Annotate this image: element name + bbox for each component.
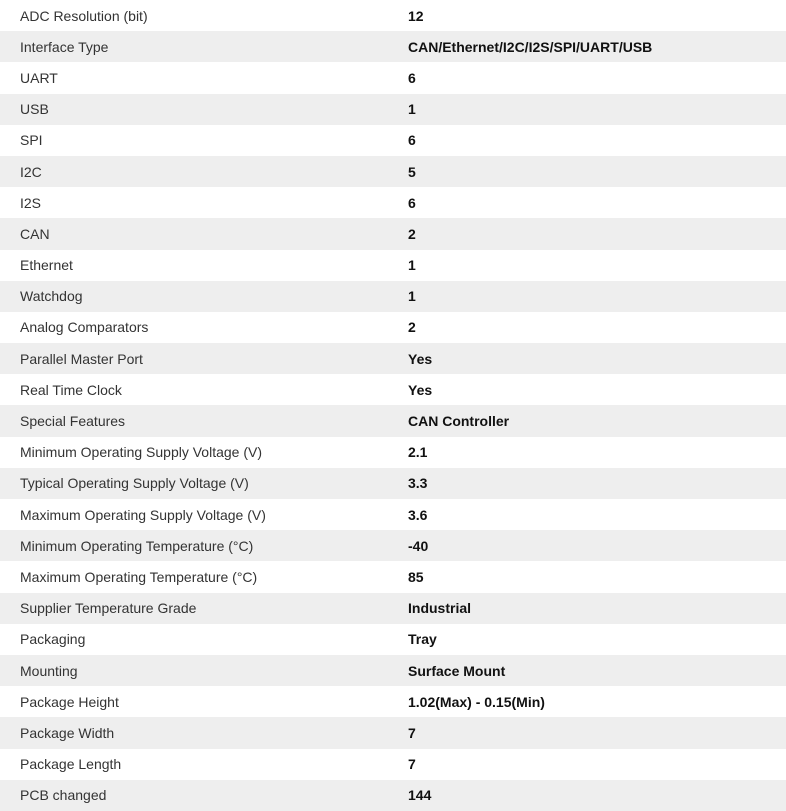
spec-row	[0, 405, 786, 436]
spec-value: 6	[408, 132, 416, 149]
spec-value: 1	[408, 288, 416, 305]
spec-row	[0, 187, 786, 218]
spec-label: Real Time Clock	[20, 381, 122, 398]
spec-row	[0, 437, 786, 468]
spec-label: Interface Type	[20, 38, 109, 55]
spec-row	[0, 250, 786, 281]
spec-row	[0, 655, 786, 686]
spec-value: 1	[408, 101, 416, 118]
spec-row	[0, 374, 786, 405]
spec-row	[0, 717, 786, 748]
spec-label: Ethernet	[20, 257, 73, 274]
spec-value: 3.6	[408, 506, 428, 523]
spec-row	[0, 499, 786, 530]
spec-value: 2.1	[408, 444, 428, 461]
spec-label: Parallel Master Port	[20, 350, 143, 367]
spec-label: USB	[20, 101, 49, 118]
spec-row	[0, 624, 786, 655]
spec-row	[0, 94, 786, 125]
spec-value: Surface Mount	[408, 662, 506, 679]
spec-row	[0, 780, 786, 811]
spec-label: Minimum Operating Supply Voltage (V)	[20, 444, 262, 461]
spec-row	[0, 281, 786, 312]
spec-label: ADC Resolution (bit)	[20, 7, 148, 24]
spec-row	[0, 156, 786, 187]
spec-value: 6	[408, 194, 416, 211]
spec-label: Typical Operating Supply Voltage (V)	[20, 475, 249, 492]
spec-label: Analog Comparators	[20, 319, 149, 336]
spec-label: Packaging	[20, 631, 86, 648]
spec-value: -40	[408, 537, 429, 554]
spec-value: CAN/Ethernet/I2C/I2S/SPI/UART/USB	[408, 38, 653, 55]
spec-value: 7	[408, 756, 416, 773]
spec-value: 7	[408, 724, 416, 741]
spec-row	[0, 312, 786, 343]
spec-row	[0, 593, 786, 624]
spec-value: 1.02(Max) - 0.15(Min)	[408, 693, 545, 710]
spec-row	[0, 218, 786, 249]
spec-label: Maximum Operating Temperature (°C)	[20, 568, 258, 585]
spec-label: I2C	[20, 163, 42, 180]
spec-row	[0, 125, 786, 156]
spec-label: Special Features	[20, 413, 126, 430]
spec-value: 1	[408, 257, 416, 274]
spec-label: PCB changed	[20, 787, 107, 804]
spec-label: Supplier Temperature Grade	[20, 600, 197, 617]
spec-row	[0, 530, 786, 561]
spec-value: 6	[408, 69, 416, 86]
spec-label: UART	[20, 69, 58, 86]
spec-label: Package Length	[20, 756, 122, 773]
spec-label: Package Height	[20, 693, 119, 710]
spec-value: 85	[408, 568, 424, 585]
spec-label: Mounting	[20, 662, 78, 679]
spec-value: Industrial	[408, 600, 472, 617]
spec-value: Yes	[408, 381, 433, 398]
spec-row	[0, 343, 786, 374]
spec-label: SPI	[20, 132, 43, 149]
spec-value: 5	[408, 163, 416, 180]
spec-row	[0, 749, 786, 780]
spec-label: Watchdog	[20, 288, 83, 305]
spec-row	[0, 561, 786, 592]
spec-label: I2S	[20, 194, 42, 211]
spec-row	[0, 62, 786, 93]
spec-value: 3.3	[408, 475, 428, 492]
spec-value: Tray	[408, 631, 437, 648]
spec-value: Yes	[408, 350, 433, 367]
spec-label: Minimum Operating Temperature (°C)	[20, 537, 254, 554]
spec-value: 2	[408, 225, 416, 242]
spec-row	[0, 686, 786, 717]
spec-value: 144	[408, 787, 432, 804]
spec-row	[0, 468, 786, 499]
spec-value: 2	[408, 319, 416, 336]
spec-label: Maximum Operating Supply Voltage (V)	[20, 506, 266, 523]
spec-value: CAN Controller	[408, 413, 510, 430]
spec-row	[0, 31, 786, 62]
spec-value: 12	[408, 7, 424, 24]
spec-row	[0, 0, 786, 31]
spec-label: CAN	[20, 225, 50, 242]
spec-label: Package Width	[20, 724, 115, 741]
